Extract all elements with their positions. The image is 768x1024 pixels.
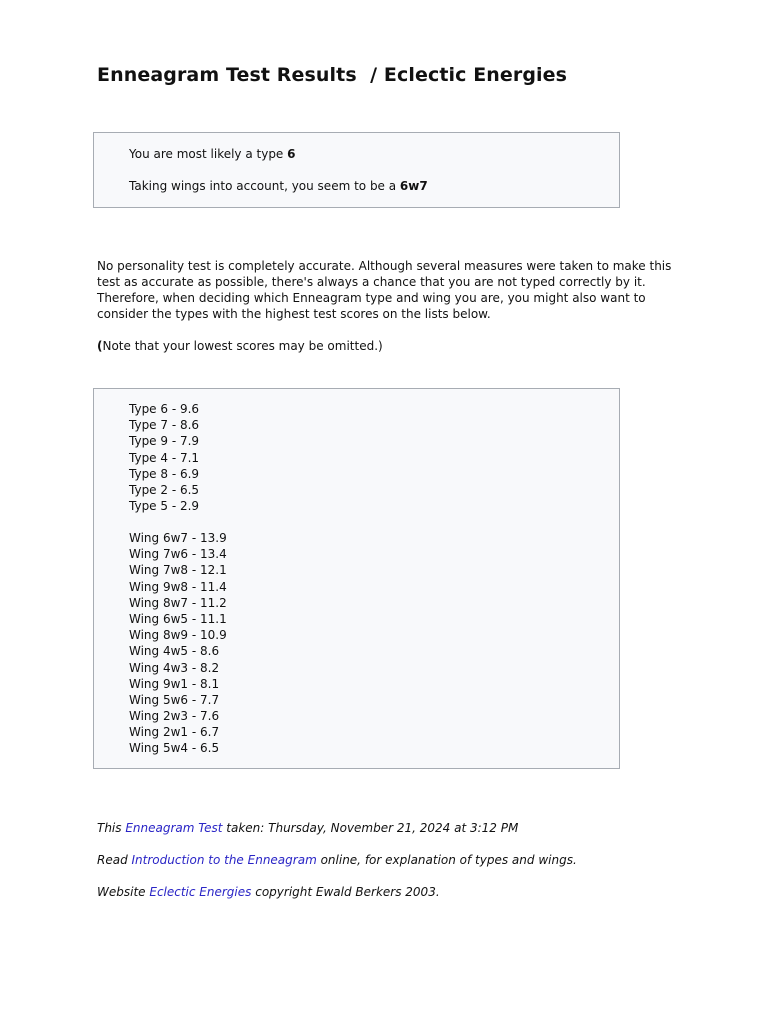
wing-scores-list	[129, 530, 227, 757]
copyright-text: copyright Ewald Berkers 2003.	[251, 885, 440, 899]
type-scores-list	[129, 401, 199, 514]
wing-score-item: Wing 9w1 - 8.1	[129, 676, 220, 691]
enneagram-test-link[interactable]: Enneagram Test	[125, 821, 223, 835]
omitted-scores-note	[97, 338, 383, 354]
wing-score-item: Wing 4w5 - 8.6	[129, 644, 220, 659]
type-score-item: Type 2 - 6.5	[129, 482, 200, 497]
test-taken-line	[97, 820, 518, 836]
wing-prefix: Taking wings into account, you seem to be a	[129, 179, 400, 193]
wing-score-item: Wing 9w8 - 11.4	[129, 579, 227, 594]
wing-score-item: Wing 7w6 - 13.4	[129, 547, 227, 562]
wing-score-item: Wing 2w1 - 6.7	[129, 725, 220, 740]
wing-score-item: Wing 6w5 - 11.1	[129, 611, 227, 626]
note-paren: (	[97, 339, 103, 353]
copyright-line	[97, 884, 440, 900]
type-value: 6	[287, 147, 296, 161]
read-suffix: online, for explanation of types and wings.	[316, 853, 577, 867]
wing-score-item: Wing 2w3 - 7.6	[129, 709, 220, 724]
type-prefix: You are most likely a type	[129, 147, 288, 161]
wing-result	[129, 178, 428, 194]
scores-box	[93, 388, 620, 769]
page-title: Enneagram Test Results / Eclectic Energies	[97, 64, 568, 86]
wing-value: 6w7	[399, 179, 428, 193]
wing-score-item: Wing 6w7 - 13.9	[129, 531, 227, 545]
type-score-item: Type 7 - 8.6	[129, 418, 200, 433]
eclectic-energies-link[interactable]: Eclectic Energies	[149, 885, 252, 899]
result-summary-box	[93, 132, 620, 208]
enneagram-intro-link[interactable]: Introduction to the Enneagram	[131, 853, 317, 867]
type-score-item: Type 9 - 7.9	[129, 434, 200, 449]
test-taken-date: taken: Thursday, November 21, 2024 at 3:12 PM	[222, 821, 519, 835]
wing-score-item: Wing 5w4 - 6.5	[129, 741, 220, 756]
most-likely-type	[129, 146, 296, 162]
website-prefix: Website	[97, 885, 150, 899]
type-score-item: Type 4 - 7.1	[129, 450, 200, 465]
note-text: Note that your lowest scores may be omitted.)	[102, 339, 383, 353]
wing-score-item: Wing 5w6 - 7.7	[129, 692, 220, 707]
wing-score-item: Wing 8w9 - 10.9	[129, 628, 227, 643]
wing-score-item: Wing 8w7 - 11.2	[129, 595, 227, 610]
test-taken-prefix: This	[97, 821, 126, 835]
read-intro-line	[97, 852, 577, 868]
type-score-item: Type 6 - 9.6	[129, 402, 200, 416]
read-prefix: Read	[97, 853, 132, 867]
accuracy-disclaimer: No personality test is completely accurate. Although several measures were taken to make this test as accurate as possible, there's always a chance that you are not typed correctly by it. Therefore, when deciding which Enneagram type and wing you are, you might also want to consider the types with the highest test scores on the lists below.	[97, 259, 672, 321]
type-score-item: Type 8 - 6.9	[129, 466, 200, 481]
type-score-item: Type 5 - 2.9	[129, 499, 200, 514]
wing-score-item: Wing 4w3 - 8.2	[129, 660, 220, 675]
wing-score-item: Wing 7w8 - 12.1	[129, 563, 227, 578]
